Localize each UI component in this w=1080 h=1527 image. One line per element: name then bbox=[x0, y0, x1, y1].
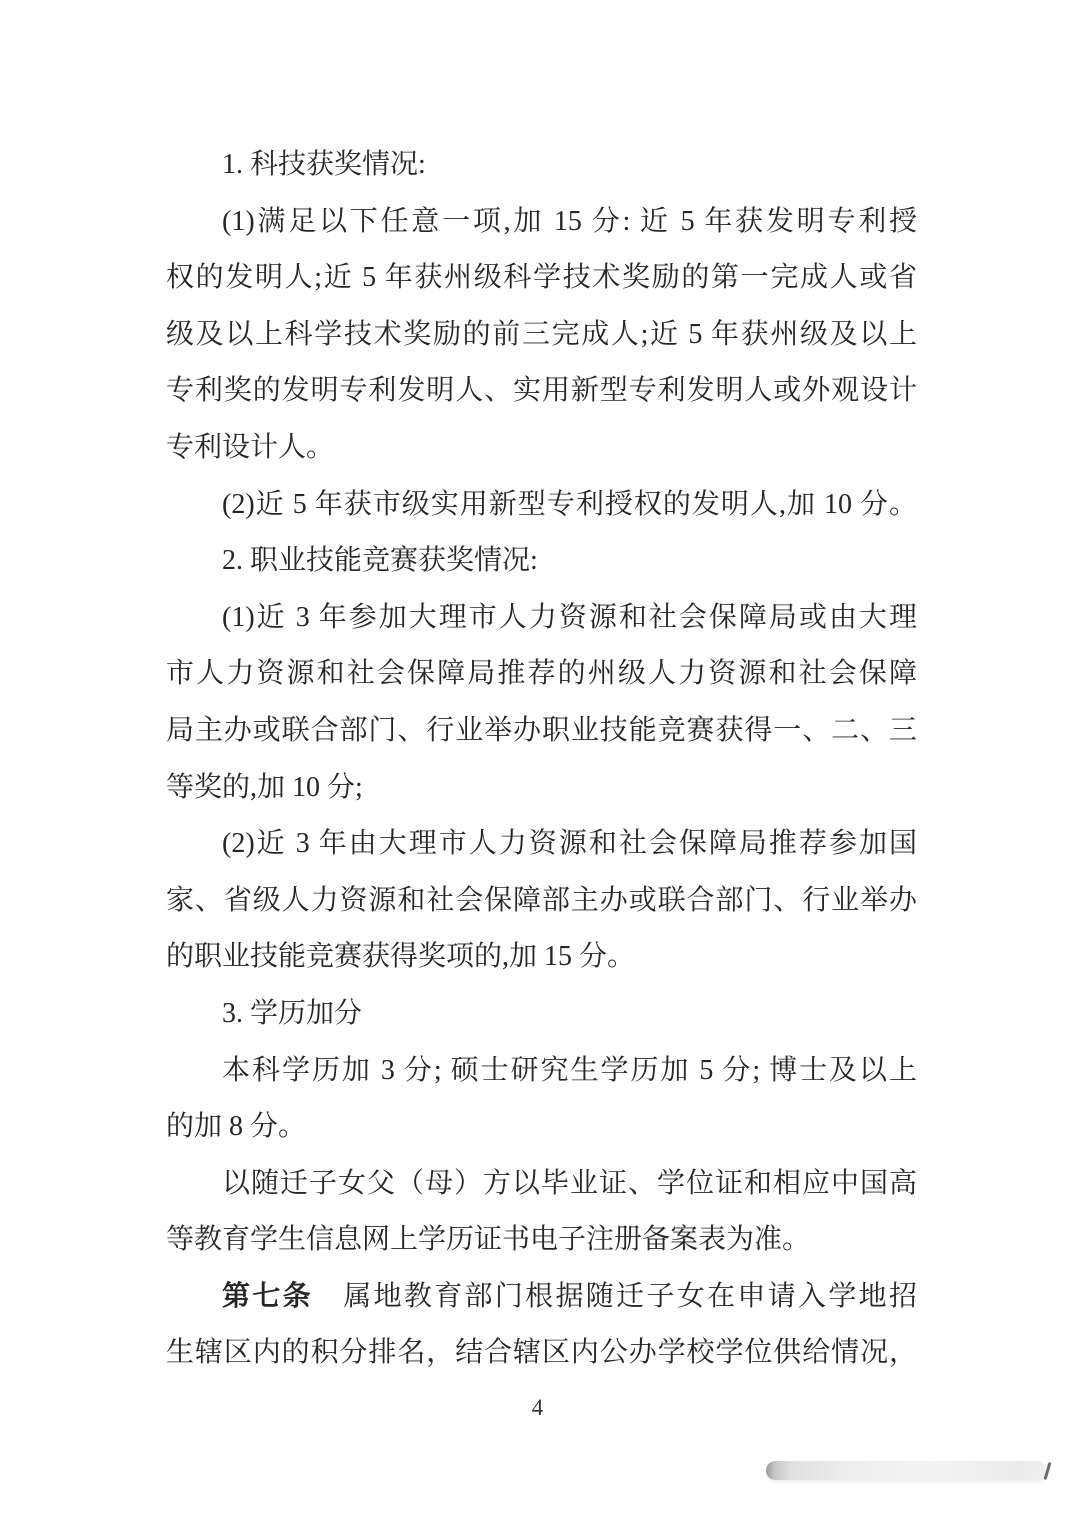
line-text: 级及以上科学技术奖励的前三完成人;近 5 年获州级及以上 bbox=[166, 318, 917, 350]
document-line bbox=[166, 929, 917, 986]
line-text: 生辖区内的积分排名，结合辖区内公办学校学位供给情况， bbox=[166, 1337, 917, 1369]
line-text: 专利设计人。 bbox=[166, 431, 335, 463]
document-line bbox=[166, 1325, 917, 1382]
document-line bbox=[166, 137, 917, 194]
document-line bbox=[166, 194, 917, 251]
line-text: (1)满足以下任意一项,加 15 分: 近 5 年获发明专利授 bbox=[222, 205, 917, 237]
line-text: 局主办或联合部门、行业举办职业技能竞赛获得一、二、三 bbox=[166, 714, 917, 746]
line-text: 属地教育部门根据随迁子女在申请入学地招 bbox=[312, 1280, 917, 1312]
line-text: (2)近 3 年由大理市人力资源和社会保障局推荐参加国 bbox=[222, 828, 917, 860]
line-text: 的职业技能竞赛获得奖项的,加 15 分。 bbox=[166, 941, 636, 973]
document-line bbox=[166, 703, 917, 760]
text-block bbox=[166, 137, 917, 1382]
line-text: (2)近 5 年获市级实用新型专利授权的发明人,加 10 分。 bbox=[222, 488, 917, 520]
document-line bbox=[166, 646, 917, 703]
document-line bbox=[166, 1269, 917, 1326]
line-text: 等教育学生信息网上学历证书电子注册备案表为准。 bbox=[166, 1224, 811, 1256]
line-text: 2. 职业技能竞赛获奖情况: bbox=[222, 545, 538, 577]
document-line bbox=[166, 307, 917, 364]
document-line bbox=[166, 1043, 917, 1100]
line-text: 1. 科技获奖情况: bbox=[222, 149, 426, 180]
line-text: 等奖的,加 10 分; bbox=[166, 771, 363, 803]
document-line bbox=[166, 873, 917, 930]
document-line bbox=[166, 363, 917, 420]
article-heading: 第七条 bbox=[222, 1280, 313, 1312]
line-text: 市人力资源和社会保障局推荐的州级人力资源和社会保障 bbox=[166, 658, 917, 690]
line-text: 家、省级人力资源和社会保障部主办或联合部门、行业举办 bbox=[166, 884, 917, 916]
line-text: 以随迁子女父（母）方以毕业证、学位证和相应中国高 bbox=[222, 1167, 917, 1199]
document-line bbox=[166, 477, 917, 534]
document-line bbox=[166, 590, 917, 647]
document-line bbox=[166, 1156, 917, 1213]
line-text: 3. 学历加分 bbox=[222, 997, 363, 1029]
document-line bbox=[166, 1212, 917, 1269]
line-text: (1)近 3 年参加大理市人力资源和社会保障局或由大理 bbox=[222, 601, 917, 633]
document-line bbox=[166, 986, 917, 1043]
scan-artifact-hook bbox=[1044, 1462, 1052, 1480]
document-line bbox=[166, 1099, 917, 1156]
line-text: 权的发明人;近 5 年获州级科学技术奖励的第一完成人或省 bbox=[166, 262, 917, 294]
document-line bbox=[166, 760, 917, 817]
line-text: 的加 8 分。 bbox=[166, 1111, 307, 1143]
document-line bbox=[166, 250, 917, 307]
page-number: 4 bbox=[531, 1395, 544, 1420]
document-line bbox=[166, 533, 917, 590]
line-text: 本科学历加 3 分; 硕士研究生学历加 5 分; 博士及以上 bbox=[222, 1054, 917, 1086]
scan-artifact bbox=[766, 1461, 1046, 1480]
document-line bbox=[166, 816, 917, 873]
line-text: 专利奖的发明专利发明人、实用新型专利发明人或外观设计 bbox=[166, 375, 917, 407]
document-line bbox=[166, 420, 917, 477]
